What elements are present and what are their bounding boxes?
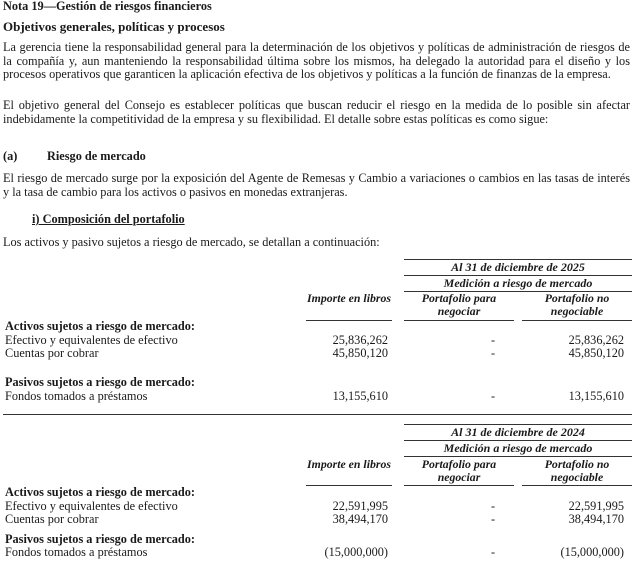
paragraph-responsibility: La gerencia tiene la responsabilidad general para la determinación de los objetivos y políticas de administración de riesgos de la compañía y, aun manteniendo la responsabilidad última sobre los mismos, ha delegado la autoridad para el diseño y los procesos operativos que garanticen la aplicación efectiva de los objetivos y políticas a la función de finanzas de la empresa. — [3, 40, 630, 81]
col-header-book: Importe en libros — [307, 457, 391, 471]
row-book-value: 22,591,995 — [332, 499, 388, 513]
row-trading-value: - — [490, 333, 496, 347]
row-label: Efectivo y equivalentes de efectivo — [5, 499, 178, 513]
section-heading: Objetivos generales, políticas y procesos — [3, 19, 225, 34]
row-trading-value: - — [490, 512, 496, 526]
date-header: Al 31 de diciembre de 2025 — [451, 260, 585, 274]
measurement-header: Medición a riesgo de mercado — [443, 441, 593, 455]
row-book-value: 45,850,120 — [332, 346, 388, 360]
row-label: Efectivo y equivalentes de efectivo — [5, 333, 178, 347]
paragraph-objective: El objetivo general del Consejo es establecer políticas que buscan reducir el riesgo en la medida de lo posible sin afectar indebidamente la competitividad de la empresa y su flexibilidad. El detalle sobre estas políticas es como sigue: — [3, 98, 630, 126]
row-nontrading-value: 38,494,170 — [568, 512, 624, 526]
row-book-value: 38,494,170 — [332, 512, 388, 526]
liabilities-heading: Pasivos sujetos a riesgo de mercado: — [5, 532, 196, 546]
col-rule-book — [306, 320, 392, 321]
row-label: Cuentas por cobrar — [5, 346, 99, 360]
row-nontrading-value: 13,155,610 — [568, 389, 624, 403]
subheading-portfolio-composition: i) Composición del portafolio — [32, 212, 185, 226]
row-trading-value: - — [490, 389, 496, 403]
col-header-trading: Portafolio para negociar — [421, 291, 497, 318]
col-header-nontrading: Portafolio no negociable — [544, 457, 610, 484]
assets-heading: Activos sujetos a riesgo de mercado: — [5, 485, 195, 499]
row-trading-value: - — [490, 499, 496, 513]
row-nontrading-value: 45,850,120 — [568, 346, 624, 360]
row-label: Cuentas por cobrar — [5, 512, 99, 526]
intro-line: Los activos y pasivo sujetos a riesgo de mercado, se detallan a continuación: — [3, 235, 380, 249]
row-trading-value: - — [490, 545, 496, 559]
col-rule-book — [306, 485, 392, 486]
row-book-value: 13,155,610 — [332, 389, 388, 403]
col-header-trading: Portafolio para negociar — [421, 457, 497, 484]
subsection-letter: (a) — [3, 149, 18, 163]
row-book-value: 25,836,262 — [332, 333, 388, 347]
col-rule-trading — [404, 320, 514, 321]
note-title: Nota 19—Gestión de riesgos financieros — [3, 0, 212, 13]
section-divider — [3, 414, 632, 415]
row-nontrading-value: 25,836,262 — [568, 333, 624, 347]
row-book-value: (15,000,000) — [324, 545, 388, 559]
col-rule-trading — [404, 485, 514, 486]
paragraph-market-risk: El riesgo de mercado surge por la exposición del Agente de Remesas y Cambio a variaciones o cambios en las tasas de interés y la tasa de cambio para los activos o pasivos en monedas extranjeras. — [3, 171, 630, 199]
row-label: Fondos tomados a préstamos — [5, 545, 148, 559]
col-header-book: Importe en libros — [307, 291, 391, 305]
date-header: Al 31 de diciembre de 2024 — [451, 425, 585, 439]
col-rule-nontrading — [522, 485, 632, 486]
row-nontrading-value: 22,591,995 — [568, 499, 624, 513]
row-label: Fondos tomados a préstamos — [5, 389, 148, 403]
liabilities-heading: Pasivos sujetos a riesgo de mercado: — [5, 375, 196, 389]
measurement-header: Medición a riesgo de mercado — [443, 276, 593, 290]
assets-heading: Activos sujetos a riesgo de mercado: — [5, 319, 195, 333]
subsection-title: Riesgo de mercado — [47, 149, 146, 163]
col-rule-nontrading — [522, 320, 632, 321]
col-header-nontrading: Portafolio no negociable — [544, 291, 610, 318]
row-trading-value: - — [490, 346, 496, 360]
row-nontrading-value: (15,000,000) — [560, 545, 624, 559]
